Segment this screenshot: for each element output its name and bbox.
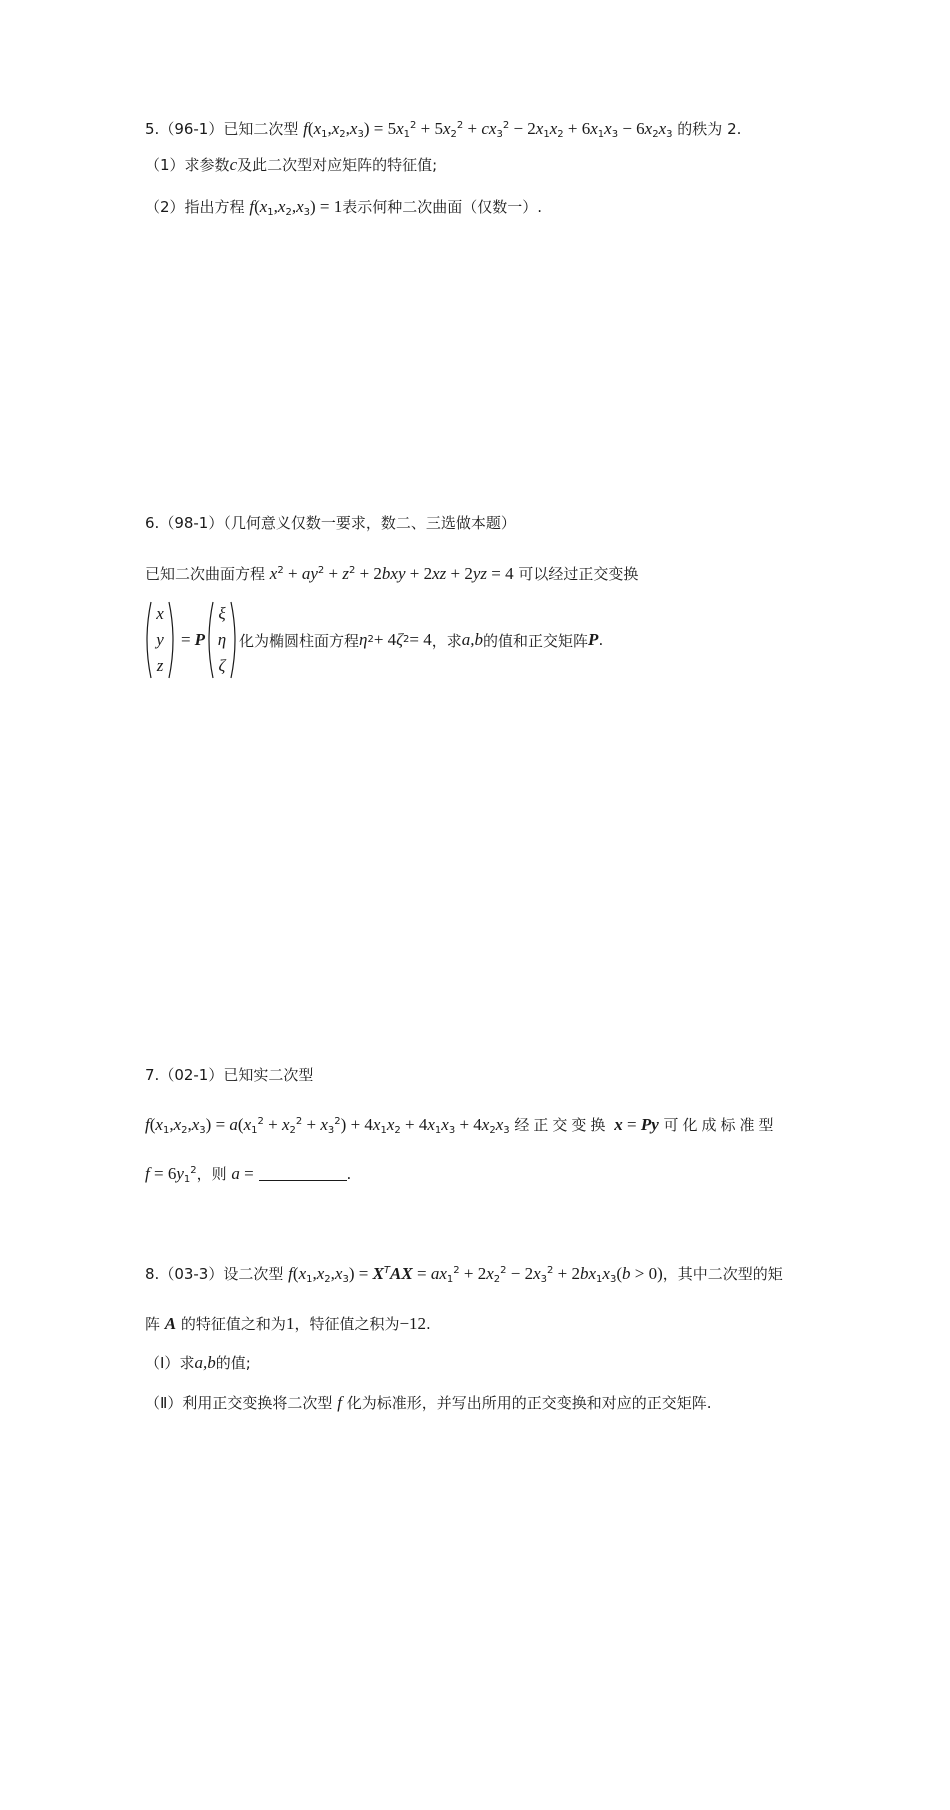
q6-matrix-P: P	[194, 630, 205, 649]
q7-end: .	[346, 1165, 352, 1183]
q7-header	[145, 1064, 313, 1086]
q5-part2-text-b: 表示何种二次曲面（仅数一）.	[342, 198, 543, 216]
q7-quadratic-form: f	[145, 1115, 150, 1134]
q5-number: 5.	[145, 120, 160, 138]
q5-quadratic-form-formula: f	[303, 119, 308, 138]
q8-line2	[145, 1313, 431, 1335]
q6-cylinder-equation: η	[359, 630, 368, 649]
q7-transform-text: 经正交变换	[514, 1116, 610, 1134]
q5-part1	[145, 154, 437, 176]
q7-answer-line: $f = 6y_1^2$，则 a = .	[145, 1164, 352, 1185]
q7-intro: 已知实二次型	[223, 1066, 314, 1084]
q8-number: 8.	[145, 1265, 160, 1283]
q8-line2-c: ，特征值之积为	[294, 1315, 400, 1333]
q5-stem: 5.（96-1）已知二次型 $f(x_1,x_2,x_3) = 5x_1^2 + 5x_2^2 + cx_3^2 - 2x_1x_2 + 6x_1x_3 - 6x_2x_3$ 的秩为 2.	[145, 119, 742, 140]
q6-vector-xyz	[143, 600, 177, 680]
q7-then: ，则	[196, 1165, 227, 1183]
q7-answer-blank	[259, 1164, 347, 1181]
q8-part1-vars: a,b	[194, 1353, 216, 1372]
q8-quadratic-form: f	[288, 1264, 293, 1283]
q8-line2-b: 的特征值之和为	[180, 1315, 286, 1333]
q5-part1-text-b: 及此二次型对应矩阵的特征值;	[237, 156, 438, 174]
q6-mid-a: 化为椭圆柱面方程	[238, 631, 359, 650]
q5-part2: （2）指出方程 $f(x_1,x_2,x_3) = 1$表示何种二次曲面（仅数一）.	[145, 197, 543, 218]
q8-source: （03-3）	[159, 1265, 224, 1283]
q8-product-value: −12	[399, 1314, 427, 1333]
q7-a-var: a	[231, 1164, 240, 1183]
q8-line2-end: .	[426, 1315, 431, 1333]
q7-orthogonal-transform: x	[614, 1115, 623, 1134]
q5-part1-text-a: 求参数	[184, 156, 230, 174]
q5-part2-label: （2）	[145, 198, 185, 216]
q5-rank-text: 的秩为 2.	[677, 120, 742, 138]
q8-line2-a: 阵	[145, 1315, 161, 1333]
q8-part2-text-a: 利用正交变换将二次型	[182, 1394, 333, 1412]
q6-end: .	[598, 631, 604, 649]
q6-transform-line: x y z = P ξ η ζ 化为椭圆柱面方程 η 2 + 4 ζ 2 = 4 ，求 a,b 的值和正交矩阵 P .	[143, 600, 603, 680]
q6-mid-b: ，求	[431, 631, 462, 650]
q6-number: 6.	[145, 514, 160, 532]
q6-vector-xi-eta-zeta	[205, 600, 239, 680]
q6-vec-right-2: ζ	[218, 656, 226, 675]
q5-source: （96-1）	[159, 120, 224, 138]
q8-part2-label: （Ⅱ）	[145, 1394, 183, 1412]
q6-vec-left-2: z	[156, 656, 164, 675]
q5-part2-text-a: 指出方程	[184, 198, 245, 216]
q8-sum-value: 1	[285, 1314, 295, 1333]
q6-vec-right-0: ξ	[218, 604, 226, 623]
q6-note: （几何意义仅数一要求，数二、三选做本题）	[223, 514, 516, 532]
q6-surface-equation: x	[269, 564, 278, 583]
q5-part2-rhs: 1	[333, 197, 343, 216]
q8-matrix-A: A	[164, 1314, 177, 1333]
q7-source: （02-1）	[159, 1066, 224, 1084]
q6-stem: 已知二次曲面方程 $x^2 + ay^2 + z^2 + 2bxy + 2xz + 2yz = 4$ 可以经过正交变换	[145, 564, 639, 583]
q6-source: （98-1）	[159, 514, 224, 532]
q5-part2-formula: f	[249, 197, 255, 216]
q7-number: 7.	[145, 1066, 160, 1084]
q6-vec-left-0: x	[156, 604, 164, 623]
q5-part1-var: c	[229, 155, 238, 174]
q6-mid-vars: a,b	[461, 630, 484, 649]
q8-part2	[145, 1392, 711, 1414]
q8-intro: 设二次型	[223, 1265, 284, 1283]
q7-standard-form: f	[145, 1164, 150, 1183]
q6-vec-left-1: y	[156, 630, 164, 649]
q5-part1-label: （1）	[145, 156, 185, 174]
q8-part2-f: f	[337, 1393, 342, 1412]
q8-part2-text-b: 化为标准形，并写出所用的正交变换和对应的正交矩阵.	[346, 1394, 712, 1412]
q8-stem: 8.（03-3）设二次型 $f(x_1,x_2,x_3) = X^TAX = ax_1^2 + 2x_2^2 - 2x_3^2 + 2bx_1x_3(b > 0)$，其中二次型的矩	[145, 1264, 783, 1285]
q8-tail: ，其中二次型的矩	[662, 1265, 783, 1283]
q6-header	[145, 512, 516, 534]
q8-part1-text-b: 的值;	[215, 1354, 251, 1372]
q6-mid-c: 的值和正交矩阵	[483, 631, 589, 650]
q6-intro: 已知二次曲面方程	[145, 565, 266, 583]
q7-standard-text: 可化成标准型	[663, 1116, 778, 1134]
q8-part1-label: （Ⅰ）	[145, 1354, 180, 1372]
q7-formula-line: $f(x_1,x_2,x_3) = a(x_1^2 + x_2^2 + x_3^2) + 4x_1x_2 + 4x_1x_3 + 4x_2x_3$ 经正交变换 x = Py 可化成标准型	[145, 1115, 778, 1136]
q5-intro: 已知二次型	[223, 120, 299, 138]
q6-vec-right-1: η	[217, 630, 227, 649]
q6-after-eq: 可以经过正交变换	[518, 565, 639, 583]
q6-mid-P: P	[588, 630, 599, 649]
q8-part1	[145, 1352, 251, 1374]
q8-part1-text-a: 求	[179, 1354, 195, 1372]
